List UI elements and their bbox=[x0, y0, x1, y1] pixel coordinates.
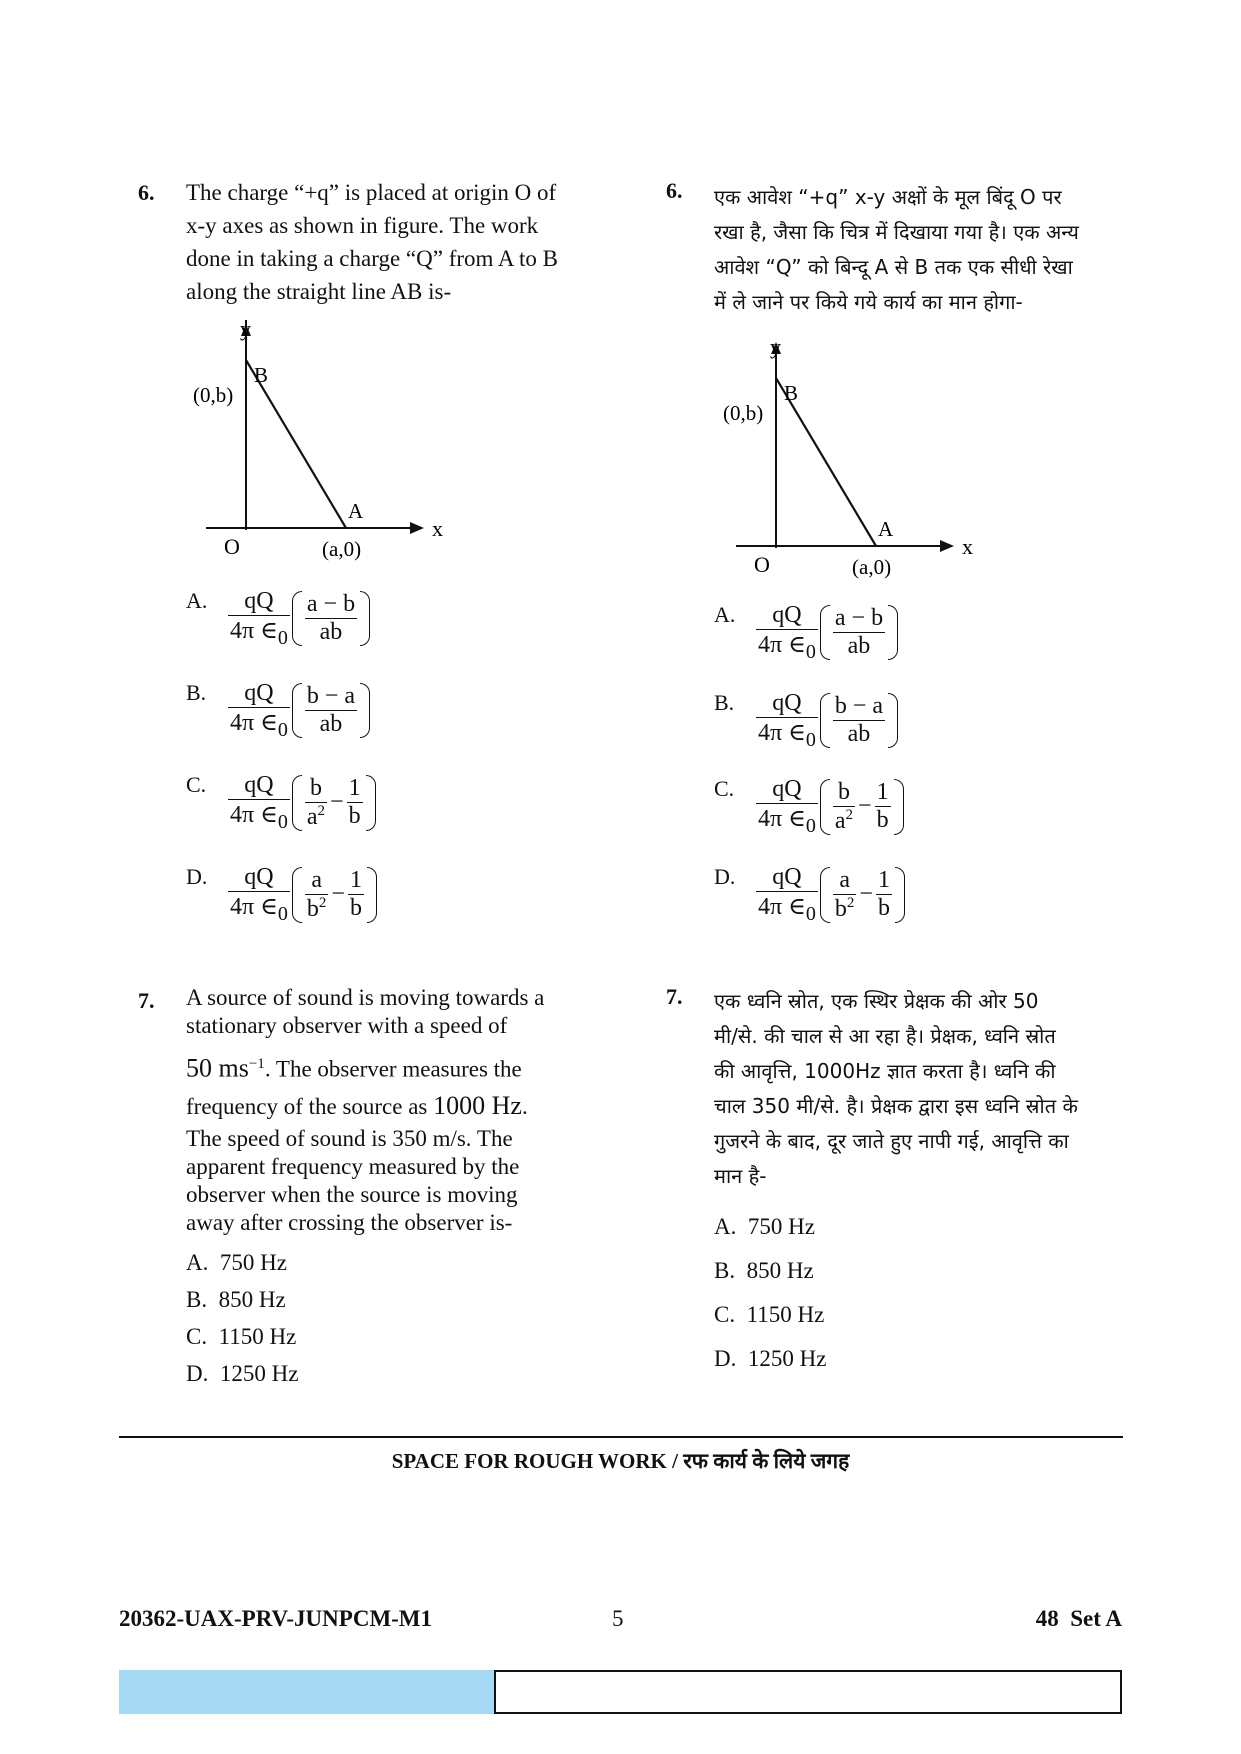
q7-option-c-hi: C. 1150 Hz bbox=[714, 1302, 825, 1327]
prefactor: $\frac{qQ}{4\pi \in_0}$ bbox=[758, 602, 816, 663]
q6-line-hi: रखा है, जैसा कि चित्र में दिखाया गया है। एक अन्य bbox=[714, 220, 1079, 244]
q7-line-hi: की आवृत्ति, 1000Hz ज्ञात करता है। ध्वनि की bbox=[714, 1059, 1056, 1083]
origin-label: O bbox=[224, 534, 240, 559]
footer-blue-bar bbox=[119, 1670, 494, 1714]
x-axis-arrow bbox=[940, 540, 954, 552]
q7-option-a-hi: A. 750 Hz bbox=[714, 1214, 815, 1239]
y-axis-label: y bbox=[240, 320, 251, 341]
q6-option-b-label-hi: B. bbox=[714, 690, 735, 715]
q6-option-a-formula-en: $\frac{qQ}{4\pi \in_0}$ $\frac{a - b}{ab}$ bbox=[228, 588, 368, 650]
q6-line: x-y axes as shown in figure. The work bbox=[186, 213, 539, 238]
prefactor: $\frac{qQ}{4\pi \in_0}$ bbox=[758, 864, 816, 925]
q7-option-b-en: B. 850 Hz bbox=[186, 1287, 286, 1312]
q7-text-en bbox=[186, 984, 544, 1237]
q6-option-b-formula-en: $\frac{qQ}{4\pi \in_0}$ $\frac{b - a}{ab}$ bbox=[228, 680, 368, 742]
q7-line: observer when the source is moving bbox=[186, 1181, 518, 1207]
rough-work-label: SPACE FOR ROUGH WORK / रफ कार्य के लिये जगह bbox=[391, 1449, 850, 1473]
q6-figure-hi bbox=[710, 338, 980, 588]
q6-option-a-label-hi: A. bbox=[714, 602, 736, 627]
q7-line-hi: एक ध्वनि स्रोत, एक स्थिर प्रेक्षक की ओर 50 bbox=[714, 989, 1039, 1013]
prefactor: $\frac{qQ}{4\pi \in_0}$ bbox=[230, 864, 288, 925]
q7-line-hi: चाल 350 मी/से. है। प्रेक्षक द्वारा इस ध्वनि स्रोत के bbox=[714, 1094, 1078, 1118]
q7-line-hi: मान है- bbox=[714, 1164, 767, 1188]
q7-line: stationary observer with a speed of bbox=[186, 1013, 508, 1038]
q6-option-c-formula-hi: $\frac{qQ}{4\pi \in_0}$ $\frac{b}{a^2}$ − $\frac{1}{b}$ bbox=[756, 776, 902, 838]
x-axis-arrow bbox=[410, 522, 424, 534]
q6-number-hi: 6. bbox=[666, 178, 683, 203]
q7-line: apparent frequency measured by the bbox=[186, 1153, 520, 1179]
q7-number-en: 7. bbox=[138, 988, 155, 1013]
q6-line: done in taking a charge “Q” from A to B bbox=[186, 246, 558, 271]
q7-frequency-line: frequency of the source as 1000 Hz. bbox=[186, 1090, 528, 1120]
q6-number-en: 6. bbox=[138, 180, 155, 205]
prefactor: $\frac{qQ}{4\pi \in_0}$ bbox=[230, 680, 288, 741]
q6-line-hi: में ले जाने पर किये गये कार्य का मान होगा- bbox=[714, 290, 1023, 314]
q6-text-en bbox=[186, 176, 558, 308]
q6-line-hi: आवेश “Q” को बिन्दू A से B तक एक सीधी रेखा bbox=[714, 255, 1073, 279]
q6-option-d-formula-en: $\frac{qQ}{4\pi \in_0}$ $\frac{a}{b^2}$ − $\frac{1}{b}$ bbox=[228, 864, 375, 926]
q6-option-b-label-en: B. bbox=[186, 680, 207, 705]
q7-number-hi: 7. bbox=[666, 984, 683, 1009]
q6-option-c-formula-en: $\frac{qQ}{4\pi \in_0}$ $\frac{b}{a^2}$ − $\frac{1}{b}$ bbox=[228, 772, 374, 834]
set-label: 48 Set A bbox=[1035, 1606, 1122, 1631]
q7-line-hi: गुजरने के बाद, दूर जाते हुए नापी गई, आवृत्ति का bbox=[714, 1129, 1069, 1153]
q6-line: The charge “+q” is placed at origin O of bbox=[186, 180, 557, 205]
q6-option-a-formula-hi: $\frac{qQ}{4\pi \in_0}$ $\frac{a - b}{ab}$ bbox=[756, 602, 896, 664]
q7-line: away after crossing the observer is- bbox=[186, 1209, 513, 1235]
point-a-label: A bbox=[878, 517, 894, 541]
q6-option-c-label-en: C. bbox=[186, 772, 207, 797]
page-number: 5 bbox=[612, 1606, 624, 1631]
origin-label: O bbox=[754, 552, 770, 577]
footer-box bbox=[494, 1670, 1122, 1714]
q7-line: A source of sound is moving towards a bbox=[186, 985, 545, 1010]
prefactor: $\frac{qQ}{4\pi \in_0}$ bbox=[230, 772, 288, 833]
q7-option-d-hi: D. 1250 Hz bbox=[714, 1346, 827, 1371]
q7-option-d-en: D. 1250 Hz bbox=[186, 1361, 299, 1386]
prefactor: $\frac{qQ}{4\pi \in_0}$ bbox=[230, 588, 288, 649]
point-a-coord: (a,0) bbox=[852, 555, 892, 579]
point-a-label: A bbox=[348, 499, 364, 523]
point-b-coord: (0,b) bbox=[193, 383, 234, 407]
prefactor: $\frac{qQ}{4\pi \in_0}$ bbox=[758, 690, 816, 751]
q7-option-c-en: C. 1150 Hz bbox=[186, 1324, 297, 1349]
q6-line-hi: एक आवेश “+q” x-y अक्षों के मूल बिंदू O पर bbox=[714, 185, 1062, 209]
point-b-coord: (0,b) bbox=[723, 401, 764, 425]
x-axis-label: x bbox=[432, 516, 443, 541]
q6-option-d-label-hi: D. bbox=[714, 864, 736, 889]
q6-option-a-label-en: A. bbox=[186, 588, 208, 613]
q7-option-a-en: A. 750 Hz bbox=[186, 1250, 287, 1275]
q6-figure-en bbox=[180, 320, 450, 570]
q7-option-b-hi: B. 850 Hz bbox=[714, 1258, 814, 1283]
paper-code: 20362-UAX-PRV-JUNPCM-M1 bbox=[119, 1606, 433, 1631]
q6-option-d-formula-hi: $\frac{qQ}{4\pi \in_0}$ $\frac{a}{b^2}$ − $\frac{1}{b}$ bbox=[756, 864, 903, 926]
q6-text-hi bbox=[714, 180, 1079, 320]
q6-option-b-formula-hi: $\frac{qQ}{4\pi \in_0}$ $\frac{b - a}{ab}$ bbox=[756, 690, 896, 752]
x-axis-label: x bbox=[962, 534, 973, 559]
footer-rule bbox=[119, 1436, 1123, 1438]
q7-line-hi: मी/से. की चाल से आ रहा है। प्रेक्षक, ध्वनि स्रोत bbox=[714, 1024, 1056, 1048]
prefactor: $\frac{qQ}{4\pi \in_0}$ bbox=[758, 776, 816, 837]
point-a-coord: (a,0) bbox=[322, 537, 362, 561]
q6-line: along the straight line AB is- bbox=[186, 279, 452, 304]
q7-line: The speed of sound is 350 m/s. The bbox=[186, 1125, 513, 1151]
q7-speed-line: 50 $ms^{-1}$. The observer measures the bbox=[186, 1053, 522, 1083]
q6-option-c-label-hi: C. bbox=[714, 776, 735, 801]
point-b-label: B bbox=[784, 381, 799, 405]
y-axis-label: y bbox=[770, 338, 781, 359]
point-b-label: B bbox=[254, 363, 269, 387]
q7-text-hi bbox=[714, 984, 1078, 1194]
q6-option-d-label-en: D. bbox=[186, 864, 208, 889]
